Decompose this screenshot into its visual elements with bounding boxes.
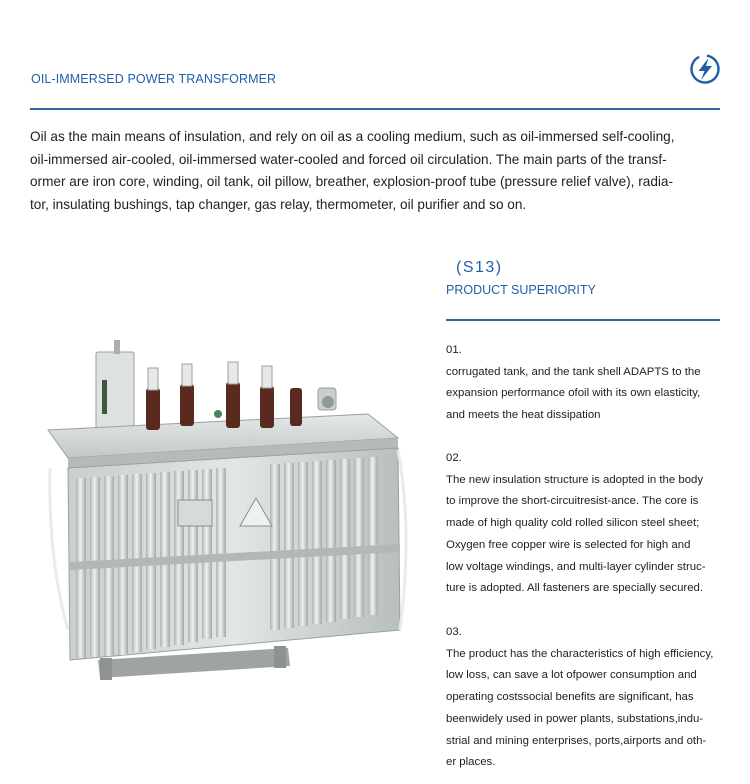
lightning-bolt-icon [689,53,721,85]
superiority-point-01 [446,340,736,427]
intro-line: ormer are iron core, winding, oil tank, oil pillow, breather, explosion-proof tube (pressure relief valve), radia- [30,174,673,190]
intro-line: oil-immersed air-cooled, oil-immersed water-cooled and forced oil circulation. The main parts of the transf- [30,151,667,167]
point-line: corrugated tank, and the tank shell ADAPTS to the [446,365,701,378]
page-title: OIL-IMMERSED POWER TRANSFORMER [31,72,277,86]
point-line: er places. [446,756,496,769]
point-number: 01. [446,344,462,356]
section-divider [446,319,720,321]
point-line: ture is adopted. All fasteners are specially secured. [446,582,704,595]
point-line: operating costssocial benefits are significant, has [446,691,694,704]
header-divider [30,108,720,110]
intro-paragraph [30,126,726,217]
intro-line: tor, insulating bushings, tap changer, gas relay, thermometer, oil purifier and so on. [30,197,527,213]
section-title: PRODUCT SUPERIORITY [446,283,596,297]
point-line: to improve the short-circuitresist-ance. The core is [446,495,699,508]
superiority-point-03 [446,622,736,774]
superiority-point-02 [446,448,736,600]
point-line: Oxygen free copper wire is selected for high and [446,538,691,551]
product-model: (S13) [456,259,503,276]
point-number: 03. [446,626,462,638]
point-line: low voltage windings, and multi-layer cylinder struc- [446,560,706,573]
point-line: and meets the heat dissipation [446,409,601,422]
point-line: expansion performance ofoil with its own elasticity, [446,387,701,400]
point-line: The product has the characteristics of high efficiency, [446,647,714,660]
point-line: The new insulation structure is adopted in the body [446,473,704,486]
point-line: beenwidely used in power plants, substations,indu- [446,712,704,725]
intro-line: Oil as the main means of insulation, and rely on oil as a cooling medium, such as oil-immersed self-cooling, [30,129,675,144]
point-line: low loss, can save a lot ofpower consumption and [446,669,697,682]
point-line: strial and mining enterprises, ports,airports and oth- [446,734,707,747]
transformer-image [28,330,420,705]
point-number: 02. [446,452,462,464]
point-line: made of high quality cold rolled silicon steel sheet; [446,517,700,530]
